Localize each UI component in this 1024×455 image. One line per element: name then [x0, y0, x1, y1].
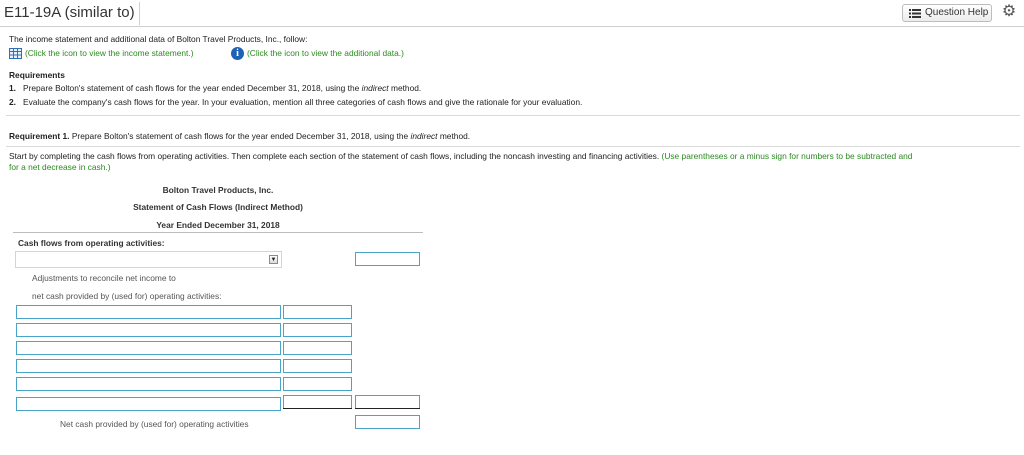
adjustment-amount-input[interactable]: [283, 341, 352, 355]
adjustment-label-input[interactable]: [16, 341, 281, 355]
requirement-1-text-end: method.: [437, 131, 471, 141]
adjustment-amount-input[interactable]: [283, 395, 352, 409]
income-statement-link[interactable]: (Click the icon to view the income statement.): [25, 48, 194, 58]
question-help-label: Question Help: [925, 7, 989, 18]
instructions-hint: (Use parentheses or a minus sign for numbers to be subtracted and: [661, 151, 913, 161]
info-icon[interactable]: i: [231, 47, 244, 60]
adjustment-label-input[interactable]: [16, 397, 281, 411]
instructions-text: Start by completing the cash flows from operating activities. Then complete each section of the statement of cash flows, including the noncash investing and financing activities.: [9, 151, 660, 161]
requirements-heading: Requirements: [9, 70, 65, 80]
additional-data-link[interactable]: (Click the icon to view the additional data.): [247, 48, 404, 58]
adjustment-label-input[interactable]: [16, 305, 281, 319]
adjustment-label-input[interactable]: [16, 323, 281, 337]
statement-name: Statement of Cash Flows (Indirect Method): [133, 202, 303, 212]
requirement-1-italic: indirect: [410, 131, 438, 141]
requirement-number: 1.: [9, 83, 16, 93]
divider: [6, 115, 1020, 116]
table-icon[interactable]: [9, 48, 22, 59]
requirement-italic: indirect: [361, 83, 389, 93]
requirement-number: 2.: [9, 97, 16, 107]
net-cash-label: Net cash provided by (used for) operating activities: [60, 419, 249, 429]
statement-period: Year Ended December 31, 2018: [156, 220, 280, 230]
requirement-1-label: Requirement 1.: [9, 131, 70, 141]
requirement-text: Evaluate the company's cash flows for the year. In your evaluation, mention all three categories of cash flows and give the rationale for your evaluation.: [22, 97, 583, 107]
adjustment-label-input[interactable]: [16, 377, 281, 391]
statement-divider: [13, 232, 423, 233]
section-label: Cash flows from operating activities:: [18, 238, 165, 248]
adjustment-amount-input[interactable]: [283, 377, 352, 391]
page-title: E11-19A (similar to): [2, 2, 140, 25]
question-help-button[interactable]: [902, 4, 992, 22]
net-income-amount-input[interactable]: [355, 252, 420, 266]
net-cash-amount-input[interactable]: [355, 415, 420, 429]
instructions-hint-2: for a net decrease in cash.): [9, 162, 111, 172]
adjustment-amount-input[interactable]: [283, 305, 352, 319]
adjustment-amount-input[interactable]: [283, 323, 352, 337]
subtotal-underline: [283, 408, 352, 409]
adjustments-label-2: net cash provided by (used for) operating activities:: [32, 291, 222, 301]
operating-activities-dropdown[interactable]: [15, 251, 282, 268]
statement-company: Bolton Travel Products, Inc.: [162, 185, 274, 195]
chevron-down-icon[interactable]: ▼: [270, 257, 277, 263]
adjustment-amount-input[interactable]: [283, 359, 352, 373]
requirement-text: Prepare Bolton's statement of cash flows for the year ended December 31, 2018, using the: [22, 83, 362, 93]
requirement-1-line: [9, 131, 470, 142]
total-underline: [355, 408, 420, 409]
list-icon: [909, 9, 921, 18]
divider: [6, 146, 1020, 147]
top-bar: [0, 0, 1024, 27]
adjustments-label-1: Adjustments to reconcile net income to: [32, 273, 176, 283]
adjustments-total-input[interactable]: [355, 395, 420, 409]
requirement-text-end: method.: [388, 83, 422, 93]
gear-icon[interactable]: ⚙: [1001, 3, 1017, 20]
requirement-item-2: [9, 97, 582, 108]
intro-text: The income statement and additional data of Bolton Travel Products, Inc., follow:: [9, 34, 308, 44]
requirement-1-text: Prepare Bolton's statement of cash flows for the year ended December 31, 2018, using the: [69, 131, 411, 141]
instructions-line-1: [9, 151, 912, 162]
requirement-item-1: [9, 83, 421, 94]
adjustment-label-input[interactable]: [16, 359, 281, 373]
